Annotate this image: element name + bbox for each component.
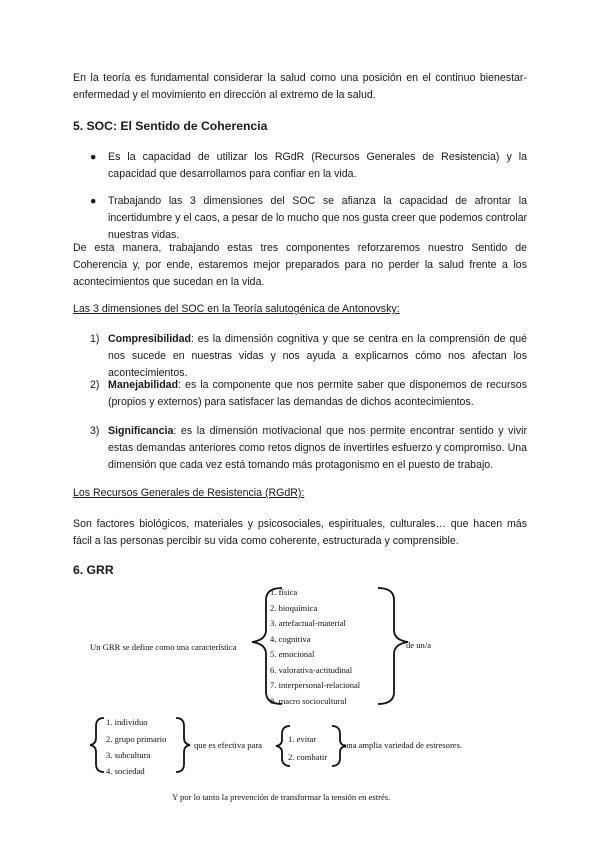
level-item: 3. subcultura — [106, 750, 151, 760]
figure-suffix: de un/a — [406, 640, 432, 650]
figure-lead: Un GRR se define como una característica — [90, 642, 237, 652]
soc-paragraph: De esta manera, trabajando estas tres componentes reforzaremos nuestro Sentido de Coherencia y, por ende, estaremos mejor preparados para no perder la salud frente a los acontecimientos que sucedan en la vida. — [73, 242, 527, 288]
dimension-item: 3) Significancia: es la dimensión motivacional que nos permite encontrar sentido y vivir estas demandas anteriores como retos dignos de invertirles esfuerzo y compromiso. Una dimensión que cada vez está tomando más protagonismo en el puesto de trabajo. — [90, 425, 527, 471]
bullet-icon: ● — [90, 151, 97, 163]
rgdr-paragraph: Son factores biológicos, materiales y psicosociales, espirituales, culturales… que hacen más fácil a las personas percibir su vida como coherente, estructurada y comprensible. — [73, 518, 527, 547]
action-item: 2. combatir — [288, 752, 328, 762]
bullet-item: ● Trabajando las 3 dimensiones del SOC se afianza la capacidad de afrontar la incertidumbre y el caos, a pesar de lo mucho que nos gusta creer que podemos controlar nuestras vidas. — [90, 195, 527, 241]
right-brace — [378, 588, 408, 704]
intro-paragraph: En la teoría es fundamental considerar la salud como una posición en el continuo bienestar-enfermedad y el movimiento en dirección al extremo de la salud. — [73, 72, 527, 101]
grr-diagram — [60, 580, 540, 820]
dimensions-heading: Las 3 dimensiones del SOC en la Teoría salutogénica de Antonovsky: — [73, 303, 400, 315]
level-item: 2. grupo primario — [106, 734, 167, 744]
action-item: 1. evitar — [288, 734, 317, 744]
dimension-item: 2) Manejabilidad: es la componente que nos permite saber que disponemos de recursos (propios y externos) para satisfacer las demandas de dichos acontecimientos. — [90, 379, 527, 408]
type-item: 2. bioquímica — [270, 603, 318, 613]
type-item: 7. interpersonal-relacional — [270, 680, 361, 690]
levels-right-brace — [176, 718, 190, 772]
type-item: 1. física — [270, 587, 298, 597]
type-item: 8. macro sociocultural — [270, 696, 347, 706]
type-item: 5. emocional — [270, 649, 315, 659]
type-item: 4. cognitiva — [270, 634, 311, 644]
figure-end: una amplia variedad de estresores. — [344, 740, 463, 750]
level-item: 1. individuo — [106, 717, 148, 727]
section-6-heading: 6. GRR — [73, 563, 114, 577]
figure-middle: que es efectiva para — [194, 740, 262, 750]
type-item: 3. artefactual-material — [270, 618, 346, 628]
levels-left-brace — [90, 718, 104, 772]
bullet-item: ● Es la capacidad de utilizar los RGdR (Recursos Generales de Resistencia) y la capacidad que desarrollamos para confiar en la vida. — [90, 151, 527, 180]
figure-conclusion: Y por lo tanto la prevención de transformar la tensión en estrés. — [172, 792, 391, 802]
dimension-item: 1) Compresibilidad: es la dimensión cognitiva y que se centra en la comprensión de qué nos sucede en nuestras vidas y nos ayuda a explicarnos cómo nos afectan los acontecimientos. — [90, 333, 527, 379]
rgdr-heading: Los Recursos Generales de Resistencia (RGdR): — [73, 487, 305, 499]
level-item: 4. sociedad — [106, 766, 145, 776]
type-item: 6. valorativa-actitudinal — [270, 665, 353, 675]
section-5-heading: 5. SOC: El Sentido de Coherencia — [73, 119, 268, 133]
bullet-icon: ● — [90, 195, 97, 207]
